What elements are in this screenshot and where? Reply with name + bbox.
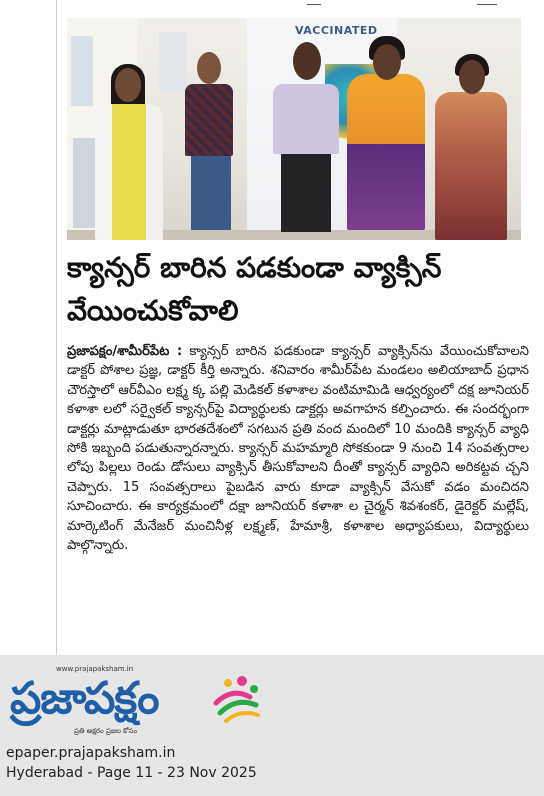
- previous-article-edge: [57, 0, 544, 14]
- person-1: [95, 104, 163, 240]
- edition-page-date: Hyderabad - Page 11 - 23 Nov 2025: [6, 765, 257, 781]
- article-body-text: క్యాన్సర్ బారిన పడకుండా క్యాన్సర్ వ్యాక్సిన్‌ను వేయించుకోవాలని డాక్టర్ పోశాల ప్రజ్ఞ, డాక్టర్ కీర్తి అన్నారు. శనివారం శామీర్‌పేట మండలం అలియాబాద్ ప్రధాన చౌరస్తాలో ఆర్‌వీఎం లక్ష్మ క్క పల్లి మెడికల్ కళాశాల వంటిమామిడి ఆధ్వర్యంలో దక్ష జూనియర్ కళాశా లలో సర్వైకల్ క్యాన్సర్‌పై విద్యార్థులకు డాక్టర్లు అవగాహన కల్పించారు. ఈ సందర్భంగా డాక్టర్లు మాట్లాడుతూ భారతదేశంలో సగటున ప్రతి వంద మందిలో 10 మందికి క్యాన్సర్ వ్యాధి సోకి ఇబ్బంది పడుతున్నారన్నారు. క్యాన్సర్ మహమ్మారి సోకకుండా 9 నుంచి 14 సంవత్సరాల లోపు పిల్లలు రెండు డోసులు వ్యాక్సిన్ తీసుకోవాలని దీంతో క్యాన్సర్ వ్యాధిని అరికట్టవ చ్చని చెప్పారు. 15 సంవత్సరాలు పైబడిన వారు కూడా వ్యాక్సిన్ వేసుకో వడం మంచిదని సూచించారు. ఈ కార్యక్రమంలో దక్షా జూనియర్ కళాశా ల చైర్మన్ శివశంకర్, డైరెక్టర్ మల్లేష్, మార్కెటింగ్ మేనేజర్ మంచినీళ్ల లక్ష్మణ్, హేమాశ్రీ, కళాశాల అధ్యాపకులు, విద్యార్థులు పాల్గొన్నారు.: [67, 344, 529, 554]
- logo-mark-icon: [206, 673, 262, 725]
- banner-text: VACCINATED: [295, 24, 378, 37]
- logo-url: www.prajapaksham.in: [56, 665, 134, 673]
- article-body: [67, 342, 529, 555]
- epaper-footer: [0, 655, 544, 796]
- person-4: [347, 74, 425, 230]
- logo-wordmark: ప్రజాపక్షం: [10, 673, 159, 724]
- article-photo: [67, 18, 521, 240]
- person-3: [273, 84, 339, 154]
- person-5: [435, 92, 507, 240]
- publisher-logo[interactable]: [10, 665, 260, 745]
- article-dateline: ప్రజాపక్షం/శామీర్‌పేట :: [67, 344, 183, 359]
- article-headline: క్యాన్సర్ బారిన పడకుండా వ్యాక్సిన్ వేయించుకోవాలి: [67, 251, 442, 327]
- news-clipping: [56, 0, 544, 655]
- logo-tagline: ప్రతి అక్షరం ప్రజల కోసం: [74, 727, 138, 735]
- person-2: [185, 84, 233, 156]
- epaper-url[interactable]: epaper.prajapaksham.in: [6, 745, 176, 761]
